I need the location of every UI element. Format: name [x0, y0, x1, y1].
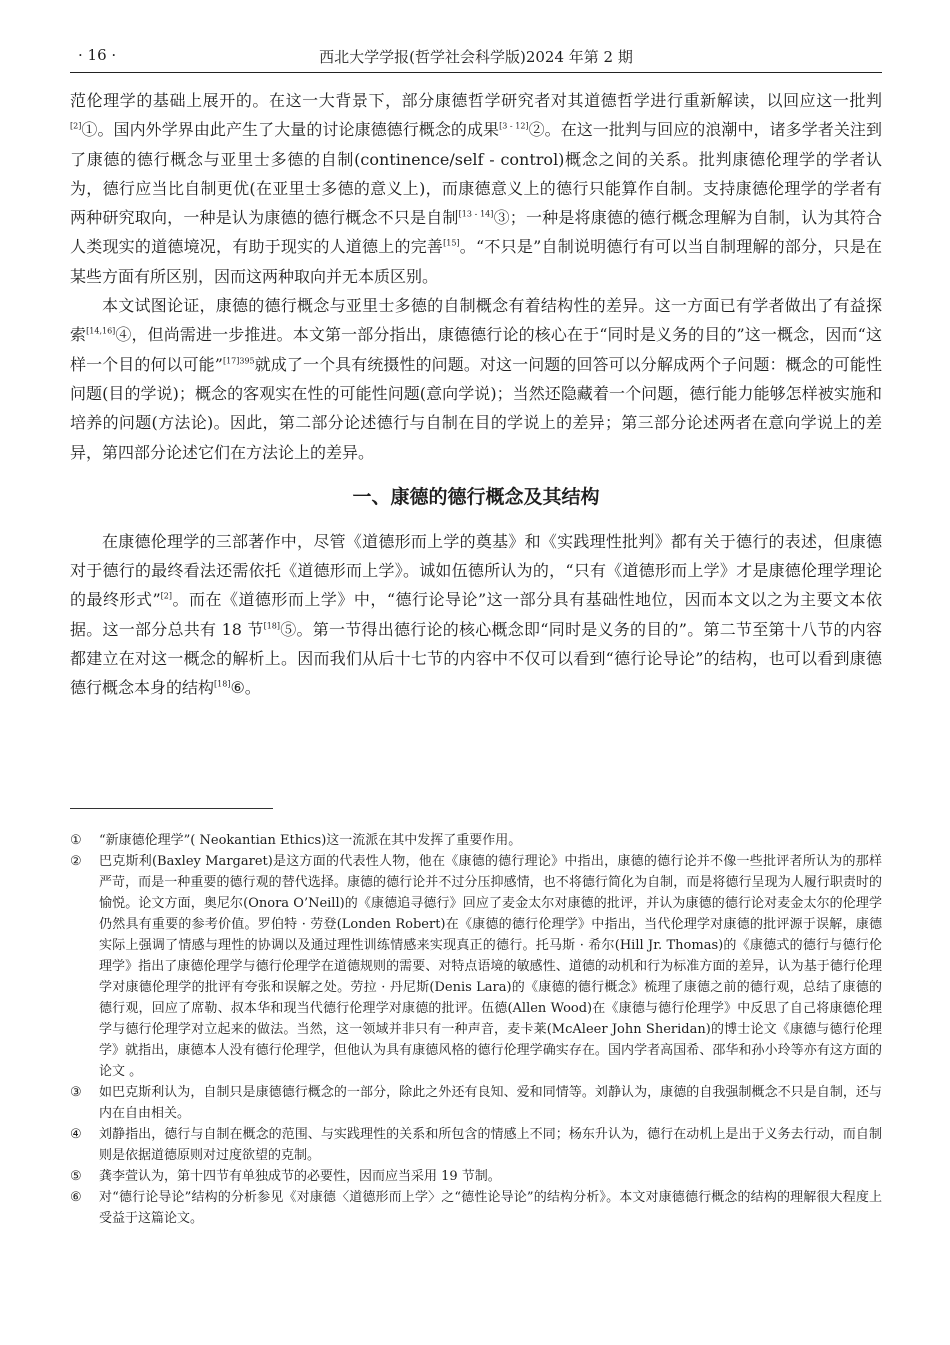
paragraph-text: 范伦理学的基础上展开的。在这一大背景下，部分康德哲学研究者对其道德哲学进行重新解读，以回应这一批判	[70, 91, 882, 110]
footnote-text: 龚李萱认为，第十四节有单独成节的必要性，因而应当采用 19 节制。	[99, 1169, 501, 1184]
article-body	[70, 86, 882, 703]
footnote-text: 如巴克斯利认为，自制只是康德德行概念的一部分，除此之外还有良知、爱和同情等。刘静认为，康德的自我强制概念不只是自制，还与内在自由相关。	[99, 1085, 882, 1121]
paragraph-text: 本文试图论证，康德的德行概念与亚里士多德的自制概念有着结构性的差异。这一方面已有学者做出了有益探索	[70, 296, 882, 345]
footnote-text: “新康德伦理学”( Neokantian Ethics)这一流派在其中发挥了重要作用。	[99, 833, 522, 848]
paragraph-text: 就成了一个具有统摄性的问题。对这一问题的回答可以分解成两个子问题：概念的可能性问题(目的学说)；概念的客观实在性的可能性问题(意向学说)；当然还隐藏着一个问题，德行能力能够怎样被实施和培养的问题(方法论)。因此，第二部分论述德行与自制在目的学说上的差异；第三部分论述两者在意向学说上的差异，第四部分论述它们在方法论上的差异。	[70, 354, 882, 462]
footnote-divider	[70, 808, 273, 809]
footnote	[70, 830, 882, 851]
citation-superscript: [2]	[70, 121, 82, 131]
footnote-mark: ①	[70, 833, 82, 848]
citation-superscript: [18]	[263, 621, 280, 631]
footnote-text: 对“德行论导论”结构的分析参见《对康德〈道德形而上学〉之“德性论导论”的结构分析》。本文对康德德行概念的结构的理解很大程度上受益于这篇论文。	[99, 1190, 882, 1226]
footnote-mark: ⑤	[70, 1169, 82, 1184]
paragraph-text: ⑤。第一节得出德行论的核心概念即“同时是义务的目的”。第二节至第十八节的内容都建立在对这一概念的解析上。因而我们从后十七节的内容中不仅可以看到“德行论导论”的结构，也可以看到康德德行概念本身的结构	[70, 619, 882, 698]
paragraph-text: 。“不只是”自制说明德行有可以当自制理解的部分，只是在某些方面有所区别，因而这两种取向并无本质区别。	[70, 237, 882, 286]
footnote	[70, 1187, 882, 1229]
paragraph-text: ①。国内外学界由此产生了大量的讨论康德德行概念的成果	[81, 120, 500, 140]
citation-superscript: [3 - 12]	[499, 121, 529, 131]
body-paragraph	[70, 527, 882, 703]
paragraph-text: ③；一种是将康德的德行概念理解为自制，认为其符合人类现实的道德境况，有助于现实的人道德上的完善	[70, 208, 882, 257]
paragraph-text: ②。在这一批判与回应的浪潮中，诸多学者关注到了康德的德行概念与亚里士多德的自制(continence/self - control)概念之间的关系。批判康德伦理学的学者认为，德行应当比自制更优(在亚里士多德的意义上)，而康德意义上的德行只能算作自制。支持康德伦理学的学者有两种研究取向，一种是认为康德的德行概念不只是自制	[70, 120, 882, 228]
citation-superscript: [15]	[443, 239, 460, 249]
footnote-mark: ③	[70, 1085, 82, 1100]
citation-superscript: [17]395	[222, 356, 255, 366]
paragraph-text: 在康德伦理学的三部著作中，尽管《道德形而上学的奠基》和《实践理性批判》都有关于德行的表述，但康德对于德行的最终看法还需依托《道德形而上学》。诚如伍德所认为的，“只有《道德形而上学》才是康德伦理学理论的最终形式”	[70, 531, 882, 610]
body-paragraph	[70, 86, 882, 291]
paragraph-text: ④，但尚需进一步推进。本文第一部分指出，康德德行论的核心在于“同时是义务的目的”这一概念，因而“这样一个目的何以可能”	[70, 325, 882, 374]
citation-superscript: [14,16]	[86, 327, 116, 337]
footnote-mark: ⑥	[70, 1190, 82, 1205]
footnote-mark: ④	[70, 1127, 82, 1142]
footnote	[70, 1082, 882, 1124]
running-header	[70, 38, 882, 73]
citation-superscript: [2]	[160, 592, 172, 602]
footnote-text: 巴克斯利(Baxley Margaret)是这方面的代表性人物，他在《康德的德行理论》中指出，康德的德行论并不像一些批评者所认为的那样严苛，而是一种重要的德行观的替代选择。康德的德行论并不过分压抑感情，也不将德行简化为自制，而是将德行呈现为人履行职责时的愉悦。论文方面，奥尼尔(Onora O’Neill)的《康德追寻德行》回应了麦金太尔对康德的批评，并认为康德的德行论对麦金太尔的伦理学仍然具有重要的参考价值。罗伯特 · 劳登(Londen Robert)在《康德的德行伦理学》中指出，当代伦理学对康德的批评源于误解，康德实际上强调了情感与理性的协调以及通过理性训练情感来实现真正的德行。托马斯 · 希尔(Hill Jr. Thomas)的《康德式的德行与德行伦理学》指出了康德伦理学与德行伦理学在道德规则的需要、对特点语境的敏感性、道德的动机和行为标准方面的差异，认为基于德行伦理学对康德伦理学的批评有夸张和误解之处。劳拉 · 丹尼斯(Denis Lara)的《康德的德行概念》梳理了康德之前的德行观，总结了康德的德行观，回应了席勒、叔本华和现当代德行伦理学对康德的批评。伍德(Allen Wood)在《康德与德行伦理学》中反思了自己将康德伦理学与德行伦理学对立起来的做法。当然，这一领域并非只有一种声音，麦卡莱(McAleer John Sheridan)的博士论文《康德与德行伦理学》就指出，康德本人没有德行伦理学，但他认为具有康德风格的德行伦理学确实存在。国内学者高国希、邵华和孙小玲等亦有这方面的论文 。	[99, 854, 882, 1079]
footnote-mark: ②	[70, 854, 82, 869]
body-paragraph	[70, 291, 882, 467]
footnote-text: 刘静指出，德行与自制在概念的范围、与实践理性的关系和所包含的情感上不同；杨东升认为，德行在动机上是出于义务去行动，而自制则是依据道德原则对过度欲望的克制。	[99, 1127, 882, 1163]
footnotes	[70, 830, 882, 1229]
footnote	[70, 1124, 882, 1166]
page-number: · 16 ·	[78, 46, 117, 64]
section-title: 一、康德的德行概念及其结构	[352, 485, 600, 508]
paragraph-text: 。而在《道德形而上学》中，“德行论导论”这一部分具有基础性地位，因而本文以之为主要文本依据。这一部分总共有 18 节	[70, 590, 882, 639]
journal-title: 西北大学学报(哲学社会科学版)2024 年第 2 期	[319, 48, 633, 66]
footnote	[70, 851, 882, 1082]
paragraph-text: ⑥。	[230, 678, 261, 698]
citation-superscript: [13 - 14]	[458, 209, 494, 219]
citation-superscript: [18]	[214, 680, 231, 690]
footnote	[70, 1166, 882, 1187]
